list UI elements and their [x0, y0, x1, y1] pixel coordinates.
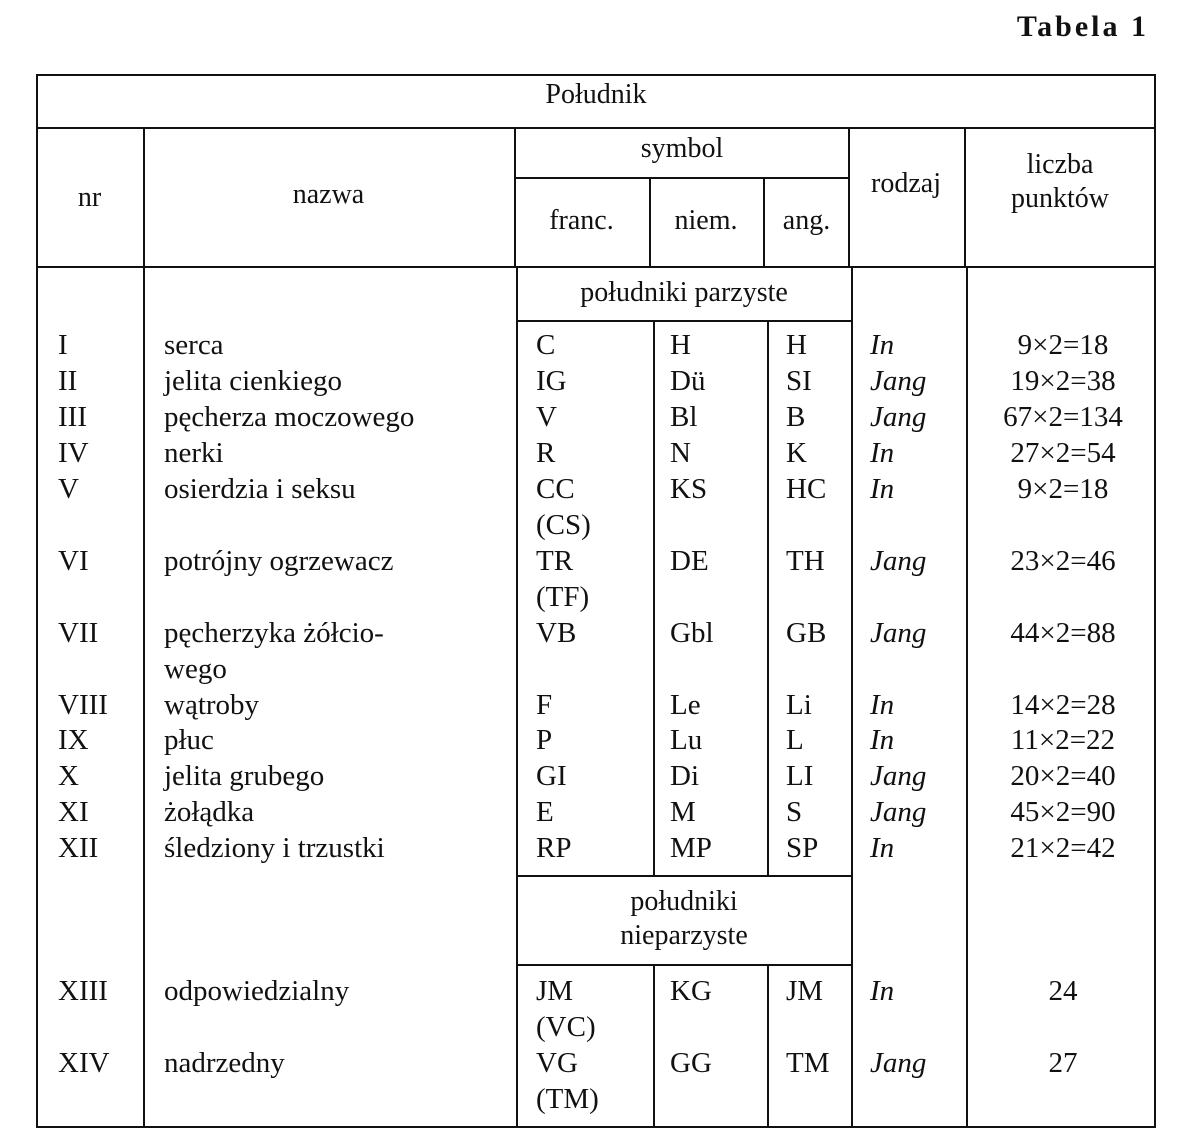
cell-franc: C — [536, 329, 556, 361]
cell-franc: TR — [536, 545, 574, 577]
cell-ang: K — [786, 437, 807, 469]
header-nr: nr — [77, 182, 102, 213]
cell-franc: VG — [536, 1047, 578, 1079]
header-punktow: punktów — [1011, 183, 1109, 214]
cell-nr: VI — [58, 545, 89, 577]
cell-nazwa: płuc — [164, 724, 214, 756]
cell-rodzaj: Jang — [870, 365, 927, 397]
cell-liczba: 44×2=88 — [1010, 617, 1116, 649]
header-franc: franc. — [549, 205, 614, 236]
header-niem: niem. — [674, 205, 738, 236]
cell-liczba: 45×2=90 — [1010, 796, 1116, 828]
rule-under-nieparzyste — [516, 964, 852, 966]
cell-franc: F — [536, 689, 553, 721]
cell-franc: VB — [536, 617, 577, 649]
cell-niem: Di — [670, 760, 699, 792]
cell-nr: X — [58, 760, 79, 792]
rule-parzyste-franc-niem — [653, 320, 655, 876]
cell-liczba: 14×2=28 — [1010, 689, 1116, 721]
cell-nr: III — [58, 401, 87, 433]
cell-nr: VIII — [58, 689, 108, 721]
cell-niem: KG — [670, 975, 712, 1007]
header-symbol: symbol — [640, 133, 724, 164]
cell-ang: L — [786, 724, 804, 756]
header-poludnik: Południk — [545, 79, 647, 110]
cell-niem: KS — [670, 473, 708, 505]
cell-nazwa: pęcherza moczowego — [164, 401, 415, 433]
cell-ang: SP — [786, 832, 819, 864]
cell-nr: XI — [58, 796, 89, 828]
rule-body-nazwa-franc — [516, 266, 518, 1128]
cell-rodzaj: In — [870, 329, 895, 361]
cell-rodzaj: In — [870, 689, 895, 721]
header-liczba: liczba — [1026, 149, 1094, 180]
rule-nieparzyste-franc-niem — [653, 964, 655, 1128]
cell-ang: B — [786, 401, 806, 433]
cell-ang: H — [786, 329, 807, 361]
cell-nazwa: nerki — [164, 437, 224, 469]
cell-liczba: 67×2=134 — [1003, 401, 1123, 433]
cell-rodzaj: Jang — [870, 545, 927, 577]
cell-rodzaj: In — [870, 975, 895, 1007]
cell-ang: HC — [786, 473, 827, 505]
cell-nr: II — [58, 365, 78, 397]
cell-franc: CC — [536, 473, 575, 505]
cell-franc: GI — [536, 760, 567, 792]
cell-liczba: 23×2=46 — [1010, 545, 1116, 577]
cell-ang: TH — [786, 545, 825, 577]
cell-rodzaj: In — [870, 437, 895, 469]
cell-niem: Bl — [670, 401, 698, 433]
rule-above-nieparzyste — [516, 875, 852, 877]
rule-under-title — [36, 127, 1156, 129]
section-nieparzyste-line1: południki — [630, 886, 738, 917]
cell-nr: V — [58, 473, 79, 505]
cell-liczba: 27 — [1048, 1047, 1078, 1079]
cell-franc: E — [536, 796, 554, 828]
cell-rodzaj: In — [870, 832, 895, 864]
cell-niem: Dü — [670, 365, 706, 397]
rule-nieparzyste-niem-ang — [767, 964, 769, 1128]
cell-ang: JM — [786, 975, 824, 1007]
cell-franc2: (CS) — [536, 509, 591, 541]
cell-liczba: 11×2=22 — [1010, 724, 1116, 756]
cell-nazwa: wątroby — [164, 689, 260, 721]
cell-franc2: (TF) — [536, 581, 590, 613]
cell-nazwa: pęcherzyka żółcio- — [164, 617, 384, 649]
cell-nazwa2: wego — [164, 653, 227, 685]
cell-nr: IV — [58, 437, 89, 469]
cell-nazwa: osierdzia i seksu — [164, 473, 356, 505]
cell-nazwa: serca — [164, 329, 224, 361]
cell-ang: GB — [786, 617, 827, 649]
cell-nazwa: potrójny ogrzewacz — [164, 545, 394, 577]
cell-ang: Li — [786, 689, 812, 721]
cell-niem: M — [670, 796, 696, 828]
cell-nazwa: żołądka — [164, 796, 255, 828]
rule-body-franc-rodzaj — [851, 266, 853, 1128]
cell-nr: I — [58, 329, 68, 361]
cell-ang: SI — [786, 365, 812, 397]
cell-franc2: (TM) — [536, 1083, 599, 1115]
cell-nr: XIII — [58, 975, 108, 1007]
cell-niem: Le — [670, 689, 701, 721]
cell-nr: IX — [58, 724, 89, 756]
cell-rodzaj: In — [870, 724, 895, 756]
rule-body-nr-nazwa — [143, 266, 145, 1128]
cell-liczba: 19×2=38 — [1010, 365, 1116, 397]
cell-liczba: 20×2=40 — [1010, 760, 1116, 792]
cell-nr: VII — [58, 617, 99, 649]
rule-under-parzyste — [516, 320, 852, 322]
cell-niem: Lu — [670, 724, 703, 756]
cell-rodzaj: In — [870, 473, 895, 505]
cell-nr: XII — [58, 832, 99, 864]
table-caption: Tabela 1 — [1016, 10, 1149, 43]
cell-niem: Gbl — [670, 617, 714, 649]
cell-nazwa: odpowiedzialny — [164, 975, 350, 1007]
header-ang: ang. — [782, 205, 831, 236]
cell-rodzaj: Jang — [870, 617, 927, 649]
cell-rodzaj: Jang — [870, 401, 927, 433]
rule-under-header — [36, 266, 1156, 268]
cell-ang: LI — [786, 760, 814, 792]
cell-ang: TM — [786, 1047, 830, 1079]
cell-franc: P — [536, 724, 553, 756]
cell-franc: RP — [536, 832, 572, 864]
cell-nazwa: nadrzedny — [164, 1047, 285, 1079]
cell-niem: DE — [670, 545, 709, 577]
cell-liczba: 9×2=18 — [1017, 329, 1109, 361]
cell-franc2: (VC) — [536, 1011, 596, 1043]
cell-liczba: 9×2=18 — [1017, 473, 1109, 505]
cell-niem: MP — [670, 832, 712, 864]
cell-franc: R — [536, 437, 556, 469]
rule-parzyste-niem-ang — [767, 320, 769, 876]
header-rodzaj: rodzaj — [871, 168, 941, 199]
cell-rodzaj: Jang — [870, 1047, 927, 1079]
cell-rodzaj: Jang — [870, 796, 927, 828]
cell-liczba: 24 — [1048, 975, 1078, 1007]
cell-niem: GG — [670, 1047, 712, 1079]
cell-rodzaj: Jang — [870, 760, 927, 792]
cell-niem: N — [670, 437, 691, 469]
cell-niem: H — [670, 329, 691, 361]
cell-franc: V — [536, 401, 557, 433]
cell-nazwa: jelita grubego — [164, 760, 325, 792]
cell-liczba: 27×2=54 — [1010, 437, 1116, 469]
cell-nazwa: jelita cienkiego — [164, 365, 342, 397]
cell-nazwa: śledziony i trzustki — [164, 832, 385, 864]
section-nieparzyste-line2: nieparzyste — [620, 920, 748, 951]
cell-ang: S — [786, 796, 803, 828]
header-nazwa: nazwa — [292, 179, 365, 210]
section-parzyste: południki parzyste — [580, 277, 788, 308]
cell-nr: XIV — [58, 1047, 110, 1079]
cell-franc: JM — [536, 975, 574, 1007]
rule-under-symbol — [514, 177, 850, 179]
cell-franc: IG — [536, 365, 567, 397]
cell-liczba: 21×2=42 — [1010, 832, 1116, 864]
